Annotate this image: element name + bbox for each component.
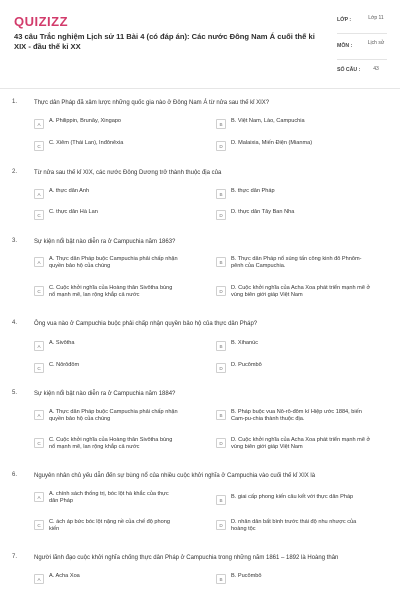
answer-option[interactable] [34, 409, 179, 431]
option-text: D. nhân dân bất bình trước thái độ nhu nhược của hoàng tộc [231, 519, 357, 532]
option-letter-box: B [216, 119, 226, 129]
option-text: D. Cuộc khởi nghĩa của Acha Xoa phát triển mạnh mẽ ở vùng biên giới giáp Việt Nam [231, 285, 371, 298]
answer-option[interactable] [34, 209, 179, 227]
option-text: A. thực dân Anh [49, 188, 90, 194]
option-letter-box: A [34, 574, 44, 584]
answer-option[interactable] [216, 362, 361, 380]
question-text: Sự kiện nổi bật nào diễn ra ở Campuchia năm 1884? [34, 391, 176, 397]
option-text: D. Cuộc khởi nghĩa của Acha Xoa phát triển mạnh mẽ ở vùng biên giới giáp Việt Nam [231, 437, 371, 450]
option-text: B. giai cấp phong kiến câu kết với thực dân Pháp [231, 494, 354, 500]
meta-divider [337, 33, 387, 34]
class-label: LỚP : [337, 17, 352, 23]
option-letter-box: D [216, 286, 226, 296]
option-text: C. Cuộc khởi nghĩa của Hoàng thân Sivôtha bùng nổ mạnh mẽ, lan rộng khắp cả nước [49, 285, 173, 298]
answer-option[interactable] [216, 340, 361, 358]
question-text: Thực dân Pháp đã xâm lược những quốc gia nào ở Đông Nam Á từ nửa sau thế kỉ XIX? [34, 100, 270, 106]
question-number: 2. [12, 169, 18, 175]
option-letter-box: D [216, 438, 226, 448]
option-text: A. Philippin, Brunây, Xingapo [49, 118, 122, 124]
header-divider [0, 88, 400, 89]
answer-option[interactable] [34, 362, 179, 380]
header [0, 0, 400, 90]
question-text: Người lãnh đạo cuộc khởi nghĩa chống thực dân Pháp ở Campuchia trong những năm 1861 – 1892 là Hoàng thân [34, 555, 339, 561]
option-letter-box: D [216, 520, 226, 530]
question-count-label: SỐ CÂU : [337, 67, 361, 73]
answer-option[interactable] [216, 140, 361, 158]
answer-option[interactable] [34, 285, 179, 307]
question-text: Từ nửa sau thế kỉ XIX, các nước Đông Dương trở thành thuộc địa của [34, 170, 222, 176]
question-text: Nguyên nhân chủ yếu dẫn đến sự bùng nổ của nhiều cuộc khởi nghĩa ở Campuchia vào cuối thế kỉ XIX là [34, 473, 316, 479]
option-text: C. thực dân Hà Lan [49, 209, 98, 215]
answer-option[interactable] [34, 118, 179, 136]
option-letter-box: C [34, 438, 44, 448]
option-letter-box: B [216, 341, 226, 351]
option-text: B. Thực dân Pháp nổ súng tấn công kinh đô Phnôm-pênh của Campuchia. [231, 256, 362, 269]
quizizz-logo[interactable]: QUIZIZZ [14, 14, 69, 29]
answer-option[interactable] [34, 188, 179, 206]
class-value: Lớp 11 [368, 15, 384, 21]
question-number: 4. [12, 320, 18, 326]
option-letter-box: C [34, 363, 44, 373]
option-text: B. thực dân Pháp [231, 188, 275, 194]
option-letter-box: A [34, 492, 44, 502]
answer-option[interactable] [216, 437, 371, 459]
option-text: B. Xihanúc [231, 340, 259, 346]
option-letter-box: C [34, 141, 44, 151]
option-letter-box: C [34, 210, 44, 220]
option-letter-box: C [34, 286, 44, 296]
option-text: D. Malaixia, Miến Điện (Mianma) [231, 140, 313, 146]
option-text: B. Việt Nam, Lào, Campuchia [231, 118, 305, 124]
answer-option[interactable] [34, 491, 179, 513]
option-text: A. Sivôtha [49, 340, 75, 346]
option-text: D. thực dân Tây Ban Nha [231, 209, 295, 215]
option-text: D. Pucômbô [231, 362, 262, 368]
option-letter-box: A [34, 410, 44, 420]
question-text: Sự kiện nổi bật nào diễn ra ở Campuchia năm 1863? [34, 239, 176, 245]
subject-value: Lịch sử [367, 40, 385, 46]
answer-option[interactable] [216, 209, 361, 227]
option-text: A. Thực dân Pháp buộc Campuchia phải chấp nhận quyền bảo hộ của chúng [49, 409, 178, 422]
option-text: C. Nôrôđôm [49, 362, 80, 368]
option-letter-box: A [34, 341, 44, 351]
option-text: B. Pucômbô [231, 573, 262, 579]
answer-option[interactable] [216, 573, 361, 591]
answer-option[interactable] [34, 573, 179, 591]
option-letter-box: B [216, 574, 226, 584]
option-letter-box: A [34, 189, 44, 199]
option-text: A. Acha Xoa [49, 573, 80, 579]
question-text: Ông vua nào ở Campuchia buộc phải chấp nhận quyền bảo hộ của thực dân Pháp? [34, 321, 258, 327]
subject-label: MÔN : [337, 43, 353, 49]
answer-option[interactable] [34, 256, 179, 278]
option-text: A. chính sách thống trị, bóc lột hà khắc của thực dân Pháp [49, 491, 169, 504]
option-letter-box: B [216, 257, 226, 267]
answer-option[interactable] [216, 188, 361, 206]
answer-option[interactable] [34, 519, 179, 541]
question-number: 3. [12, 238, 18, 244]
answer-option[interactable] [34, 140, 179, 158]
answer-option[interactable] [216, 118, 361, 136]
option-letter-box: D [216, 363, 226, 373]
question-count-value: 43 [373, 66, 379, 72]
answer-option[interactable] [34, 340, 179, 358]
question-number: 5. [12, 390, 18, 396]
answer-option[interactable] [216, 494, 371, 516]
answer-option[interactable] [216, 409, 371, 431]
answer-option[interactable] [216, 256, 371, 278]
option-letter-box: A [34, 119, 44, 129]
option-letter-box: B [216, 495, 226, 505]
option-letter-box: D [216, 210, 226, 220]
option-letter-box: C [34, 520, 44, 530]
option-letter-box: B [216, 189, 226, 199]
answer-option[interactable] [216, 285, 371, 307]
option-letter-box: D [216, 141, 226, 151]
answer-option[interactable] [216, 519, 371, 541]
question-number: 6. [12, 472, 18, 478]
option-text: C. Xiêm (Thái Lan), Inđônêxia [49, 140, 124, 146]
answer-option[interactable] [34, 437, 179, 459]
option-text: A. Thực dân Pháp buộc Campuchia phải chấp nhận quyền bảo hộ của chúng [49, 256, 178, 269]
option-text: B. Pháp buộc vua Nô-rô-đôm kí Hiệp ước 1884, biến Cam-pu-chia thành thuộc địa. [231, 409, 362, 422]
option-text: C. ách áp bức bóc lột nặng nề của chế độ phong kiến [49, 519, 170, 532]
option-letter-box: B [216, 410, 226, 420]
meta-divider [337, 59, 387, 60]
option-text: C. Cuộc khởi nghĩa của Hoàng thân Sivôtha bùng nổ mạnh mẽ, lan rộng khắp cả nước [49, 437, 173, 450]
question-number: 7. [12, 554, 18, 560]
question-number: 1. [12, 99, 18, 105]
document-title: 43 câu Trắc nghiệm Lịch sử 11 Bài 4 (có đáp án): Các nước Đông Nam Á cuối thế kỉ XIX - đầu thế kỉ XX [14, 32, 315, 51]
option-letter-box: A [34, 257, 44, 267]
